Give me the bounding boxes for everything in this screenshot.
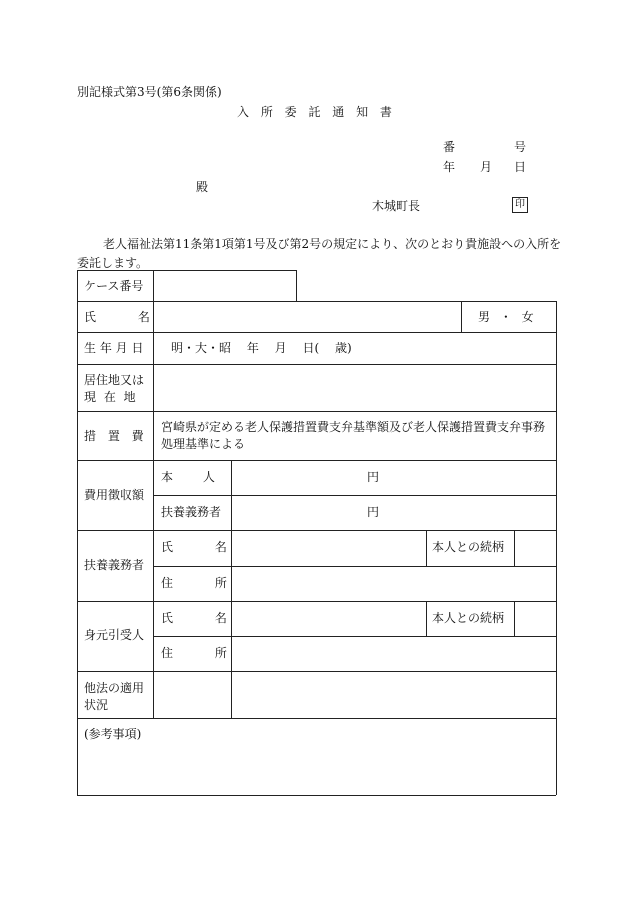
guarantor-relation-label: 本人との続柄 [432, 611, 505, 625]
fee-supporter-yen: 円 [367, 505, 380, 519]
document-title: 入 所 委 託 通 知 書 [237, 105, 396, 119]
number-label: 番 [443, 140, 456, 154]
supporter-relation-label: 本人との続柄 [432, 540, 505, 554]
birthdate-label: 生 年 月 日 [84, 341, 144, 355]
addressee-suffix: 殿 [196, 180, 209, 194]
number-suffix: 号 [514, 140, 527, 154]
guarantor-label: 身元引受人 [84, 628, 145, 642]
fee-self-yen: 円 [367, 470, 380, 484]
form-id: 別記様式第3号(第6条関係) [77, 85, 222, 99]
date-year: 年 [443, 160, 456, 174]
fee-collection-label: 費用徴収額 [84, 488, 145, 502]
name-label: 氏 名 [84, 310, 150, 324]
issuer: 木城町長 [372, 199, 421, 213]
intro-line-2: 委託します。 [77, 256, 149, 270]
other-law-label-2: 状況 [84, 698, 109, 712]
birthdate-value: 明・大・昭 年 月 日( 歳) [171, 341, 352, 355]
remarks-label: (参考事項) [84, 727, 142, 741]
date-month: 月 [480, 160, 493, 174]
residence-label-1: 居住地又は [84, 373, 145, 387]
measure-text-1: 宮崎県が定める老人保護措置費支弁基準額及び老人保護措置費支弁事務 [161, 420, 546, 434]
guarantor-address-label: 住 所 [161, 646, 227, 660]
fee-supporter-label: 扶養義務者 [161, 505, 222, 519]
fee-self-label: 本 人 [161, 470, 215, 484]
sex-options: 男 ・ 女 [478, 310, 534, 324]
measure-text-2: 処理基準による [161, 437, 246, 451]
supporter-address-label: 住 所 [161, 576, 227, 590]
case-number-label: ケース番号 [84, 279, 144, 293]
residence-label-2: 現 在 地 [84, 390, 136, 404]
supporter-label: 扶養義務者 [84, 558, 145, 572]
date-day: 日 [514, 160, 527, 174]
measure-cost-label: 措 置 費 [84, 429, 144, 443]
guarantor-name-label: 氏 名 [161, 611, 227, 625]
supporter-name-label: 氏 名 [161, 540, 227, 554]
seal-mark: 印 [512, 197, 528, 213]
intro-line-1: 老人福祉法第11条第1項第1号及び第2号の規定により、次のとおり貴施設への入所を [103, 237, 562, 251]
other-law-label-1: 他法の適用 [84, 681, 145, 695]
